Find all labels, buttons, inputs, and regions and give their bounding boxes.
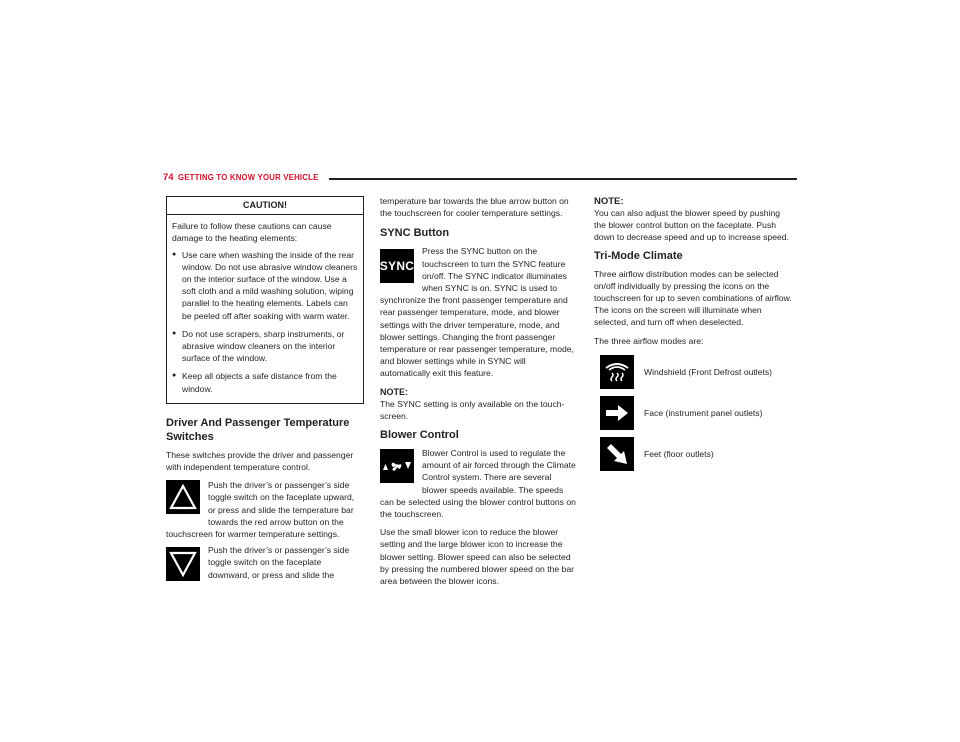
face-arrow-icon (600, 396, 634, 430)
mode-label: Windshield (Front Defrost outlets) (644, 366, 772, 377)
caution-item: ● Keep all objects a safe distance from the window. (172, 370, 358, 394)
temp-down-icon (166, 547, 200, 581)
sync-icon (380, 249, 414, 283)
mode-face (594, 396, 792, 430)
page-number: 74 (163, 172, 174, 183)
windshield-defrost-icon (600, 355, 634, 389)
section-title: GETTING TO KNOW YOUR VEHICLE (178, 173, 319, 182)
caution-item: ● Do not use scrapers, sharp instruments, or abrasive window cleaners on the interior surface of the window. (172, 328, 358, 365)
trimode-text: Three airflow distribution modes can be selected on/off individually by pressing the icons on the touchscreen for up to seven combinations of airflow. The icons on the screen will illuminate when selected, and turn off when deselected. (594, 268, 792, 328)
sync-icon-label: SYNC (379, 259, 415, 274)
column-right (594, 196, 792, 478)
feet-arrow-icon (600, 437, 634, 471)
temperature-heading: Driver And Passenger Temperature Switches (166, 416, 350, 443)
blower-icon (380, 449, 414, 483)
sync-note: The SYNC setting is only available on the touch-screen. (380, 398, 565, 421)
blower-text-2: Use the small blower icon to reduce the blower setting and the large blower icon to increase the blower setting. Blower speed can also be selected by pressing the numbered blower speed on the bar area between the blower icons. (380, 527, 574, 587)
trimode-modes-intro: The three airflow modes are: (594, 335, 704, 346)
trimode-heading: Tri-Mode Climate (594, 249, 683, 262)
blower-note-label: NOTE: (594, 196, 624, 207)
sync-text: Press the SYNC button on the touchscreen to turn the SYNC feature on/off. The SYNC indicator illuminates when SYNC is on. SYNC is used to synchronize the front passenger temperature and rear passenger temperature, mode, and blower settings with the driver temperature, mode, and blower settings. Changing the front passenger temperature or rear passenger temperature, mode, and blower settings while in SYNC will automatically exit this feature. (380, 246, 574, 379)
temperature-intro: These switches provide the driver and passenger with independent temperature control. (166, 449, 354, 473)
mode-feet (594, 437, 792, 471)
caution-list (172, 249, 358, 395)
caution-box (166, 196, 364, 404)
temp-up-icon (166, 480, 200, 514)
caution-title: CAUTION! (167, 197, 363, 215)
blower-heading: Blower Control (380, 429, 459, 442)
caution-item: ● Use care when washing the inside of the rear window. Do not use abrasive window cleaners on the interior surface of the window. Use a soft cloth and a mild washing solution, wiping parallel to the heating elements. Labels can be peeled off after soaking with warm water. (172, 249, 358, 322)
caution-intro: Failure to follow these cautions can cause damage to the heating elements: (172, 221, 332, 244)
mode-windshield (594, 355, 792, 389)
sync-heading: SYNC Button (380, 227, 450, 240)
page-header (163, 171, 797, 185)
temp-down-continued: temperature bar towards the blue arrow button on the touchscreen for cooler temperature settings. (380, 196, 569, 219)
header-rule (329, 178, 797, 180)
sync-note-label: NOTE: (380, 386, 408, 397)
blower-note: You can also adjust the blower speed by pushing the blower control button on the faceplate. Push down to decrease speed and up to increase speed. (594, 208, 789, 243)
column-middle (380, 195, 578, 593)
temp-up-text: Push the driver’s or passenger’s side toggle switch on the faceplate upward, or press and slide the temperature bar towards the red arrow button on the touchscreen for warmer temperature settings. (166, 480, 355, 540)
mode-label: Face (instrument panel outlets) (644, 407, 763, 418)
mode-label: Feet (floor outlets) (644, 448, 714, 459)
blower-text: Blower Control is used to regulate the amount of air forced through the Climate Control system. There are several blower speeds available. The speeds can be selected using the blower control buttons on the touchscreen. (380, 448, 576, 520)
temp-down-text: Push the driver’s or passenger’s side toggle switch on the faceplate downward, or press and slide the (208, 545, 350, 580)
column-left (166, 196, 364, 583)
